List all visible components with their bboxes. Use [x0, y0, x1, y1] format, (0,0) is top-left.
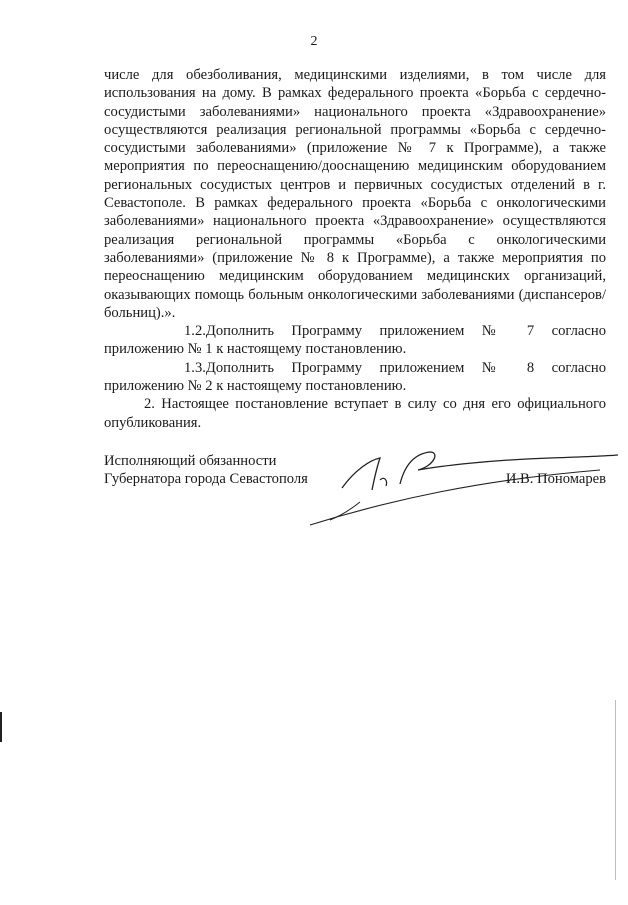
signatory-title-line-2: Губернатора города Севастополя	[104, 471, 308, 488]
signatory-name: И.В. Пономарев	[505, 471, 606, 487]
document-body	[104, 66, 606, 432]
scan-edge-mark	[0, 712, 2, 742]
paragraph-continuation: числе для обезболивания, медицинскими изделиями, в том числе для использования на дому. В рамках федерального проекта «Борьба с сердечно-сосудистыми заболеваниями» национального проекта «Здравоохранение» осуществляются реализация региональной программы «Борьба с сердечно-сосудистыми заболеваниями» (приложение № 7 к Программе), а также мероприятия по переоснащению/дооснащению медицинским оборудованием региональных сосудистых центров и первичных сосудистых отделений в г. Севастополе. В рамках федерального проекта «Борьба с онкологическими заболеваниями» национального проекта «Здравоохранение» осуществляются реализация региональной программы «Борьба с онкологическими заболеваниями» (приложение № 8 к Программе), а также мероприятия по переоснащению медицинским оборудованием медицинских организаций, оказывающих помощь больным онкологическими заболеваниями (диспансеров/больниц).».	[104, 67, 606, 321]
item-text: Дополнить Программу приложением № 8 согласно приложению № 2 к настоящему постановлению.	[104, 359, 606, 395]
scan-edge-line	[615, 700, 616, 880]
item-text: Дополнить Программу приложением № 7 согласно приложению № 1 к настоящему постановлению.	[104, 323, 606, 358]
paragraph-item-2: 2. Настоящее постановление вступает в силу со дня его официального опубликования.	[104, 396, 606, 431]
item-number: 1.3.	[184, 359, 206, 376]
paragraph-item-1-2	[104, 322, 606, 359]
signatory-title	[104, 452, 308, 489]
paragraph-item-1-3	[104, 359, 606, 396]
signatory-title-line-1: Исполняющий обязанности	[104, 453, 277, 469]
page-number: 2	[310, 34, 318, 49]
handwritten-signature	[300, 440, 620, 540]
item-number: 1.2.	[184, 323, 206, 340]
